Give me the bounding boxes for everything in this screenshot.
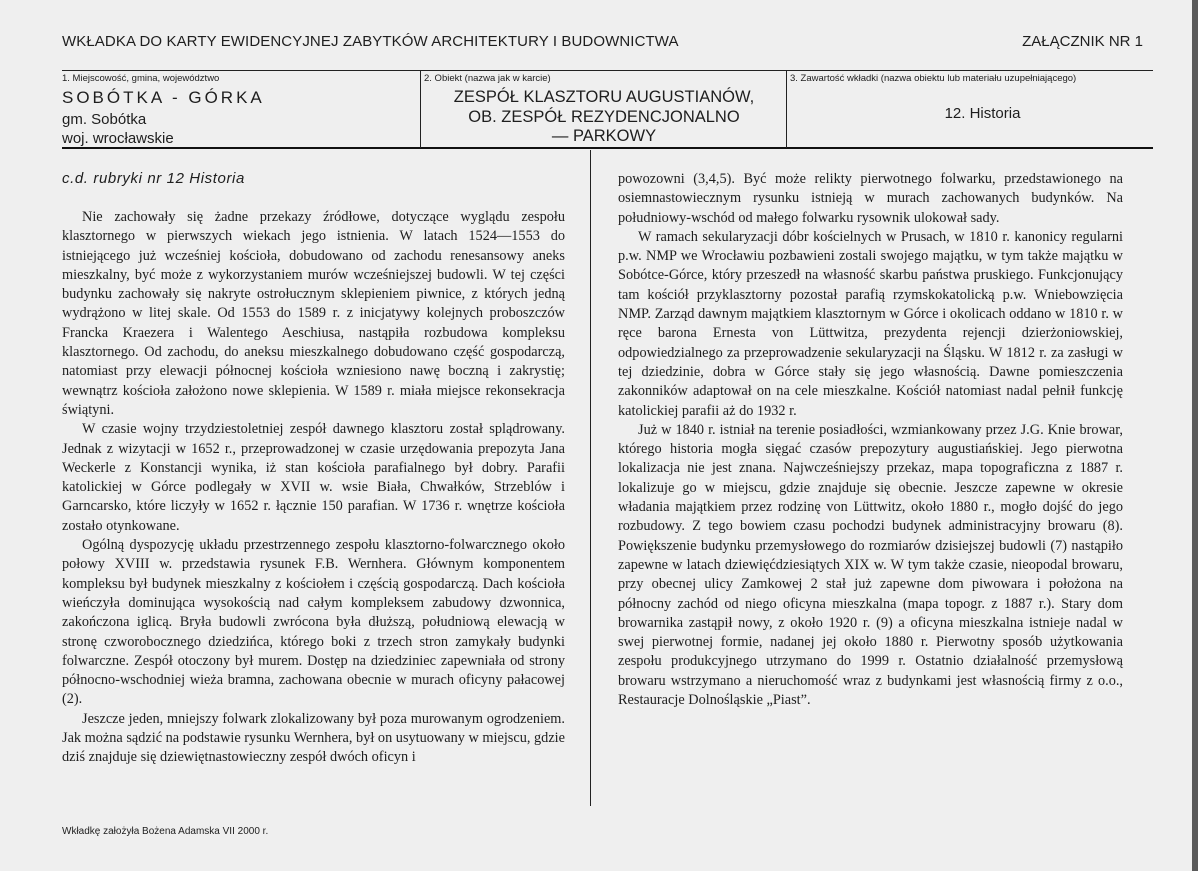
object-name bbox=[423, 88, 785, 147]
paragraph: Nie zachowały się żadne przekazy źródłowe, dotyczące wyglądu zespołu klasztornego w pierwszych wiekach jego istnienia. W latach 1524—1553 do istniejącego już wcześniej kościoła, dobudowano od zachodu renesansowy aneks mieszkalny, być może z wykorzystaniem murów wcześniejszej budowli. W tej części budynku zachowały się nakryte ostrołucznym sklepieniem piwnice, z których jedną wydrążono w litej skale. Od 1553 do 1589 r. z inicjatywy kolejnych proboszczów Francka Kraezera i Walentego Aeschiusa, nastąpiła rozbudowa kompleksu klasztornego. Od zachodu, do aneksu mieszkalnego dobudowano część gospodarczą, natomiast przy elewacji północnej kościoła wzniesiono nawę boczną i zakrystię; wewnątrz kościoła założono nowe sklepienia. W 1589 r. miała miejsce rekonsekracja świątyni. bbox=[62, 209, 565, 418]
object-line: ZESPÓŁ KLASZTORU AUGUSTIANÓW, bbox=[453, 88, 755, 106]
object-line: — PARKOWY bbox=[551, 127, 657, 145]
commune-name: gm. Sobótka bbox=[62, 111, 147, 128]
paragraph: Jeszcze jeden, mniejszy folwark zlokalizowany był poza murowanym ogrodzeniem. Jak można sądzić na podstawie rysunku Wernhera, był on usytuowany w miejscu, gdzie dziś znajduje się dziewiętnastowieczny zespół dwóch oficyn i bbox=[62, 710, 565, 766]
object-line: OB. ZESPÓŁ REZYDENCJONALNO bbox=[468, 107, 740, 126]
field1-caption: 1. Miejscowość, gmina, województwo bbox=[62, 73, 220, 84]
paragraph: Ogólną dyspozycję układu przestrzennego zespołu klasztorno-folwarcznego około połowy XVIII w. przedstawia rysunek F.B. Wernhera. Głównym komponentem kompleksu był budynek mieszkalny z kościołem i częścią gospodarczą. Dach kościoła wieńczyła dominująca wysokością nad całym kompleksem zabudowy dzwonnica, zakończona iglicą. Bryła budowli zwrócona była dłuższą, południową elewacją w stronę czworobocznego dziedzińca, którego boki z trzech stron zamykały budynki folwarczne. Zespół otoczony był murem. Dostęp na dziedziniec zapewniała od strony północno-wschodniej wieża bramna, zachowana obecnie w murach oficyny pałacowej (2). bbox=[62, 537, 565, 708]
column-divider bbox=[590, 150, 591, 806]
text-column-left bbox=[62, 208, 565, 768]
form-title: WKŁADKA DO KARTY EWIDENCYJNEJ ZABYTKÓW ARCHITEKTURY I BUDOWNICTWA bbox=[62, 33, 679, 50]
attachment-label: ZAŁĄCZNIK NR 1 bbox=[1022, 33, 1143, 50]
paragraph: W ramach sekularyzacji dóbr kościelnych w Prusach, w 1810 r. kanonicy regularni p.w. NMP we Wrocławiu pozbawieni zostali swojego majątku, w tym także majątku w Sobótce-Górce, który przeszedł na własność skarbu państwa pruskiego. Funkcjonujący tam kościół przyklasztorny pozostał parafią rzymskokatolicką p.w. Wniebowzięcia NMP. Zarząd dawnym majątkiem klasztornym w Górce i okolicach oddano w 1810 r. w ręce barona Ernesta von Lüttwitza, prezydenta rejencji dzierżoniowskiej, odpowiedzialnego za przeprowadzenie sekularyzacji na Śląsku. W 1812 r. za zasługi w tej dziedzinie, dobra w Górce stały się jego własnością. Dawne pomieszczenia zakonników adaptował on na cele mieszkalne. Kościół natomiast nadal pełnił funkcję katolickiej parafii aż do 1932 r. bbox=[618, 228, 1123, 419]
field-divider-2 bbox=[786, 70, 787, 148]
author-note: Wkładkę założyła Bożena Adamska VII 2000 r. bbox=[62, 826, 269, 837]
town-name: SOBÓTKA - GÓRKA bbox=[62, 88, 265, 107]
voivodeship-name: woj. wrocławskie bbox=[62, 130, 174, 147]
field-divider-1 bbox=[420, 70, 421, 148]
header-top-rule bbox=[62, 70, 1153, 71]
paragraph: W czasie wojny trzydziestoletniej zespół dawnego klasztoru został splądrowany. Jednak z wizytacji w 1652 r., przeprowadzonej w czasie urzędowania prepozyta Jana Weckerle z Konstancji wynika, iż stan kościoła parafialnego był dobry. Parafii katolickiej w Górce podlegały w XVII w. wsie Biała, Chwałków, Strzeblów i Garncarsko, które liczyły w 1652 r. łącznie 150 parafian. W 1736 r. wnętrze kościoła zostało otynkowane. bbox=[62, 421, 565, 534]
scan-edge bbox=[1192, 0, 1198, 871]
field2-caption: 2. Obiekt (nazwa jak w karcie) bbox=[424, 73, 551, 84]
content-name: 12. Historia bbox=[944, 105, 1021, 122]
field3-caption: 3. Zawartość wkładki (nazwa obiektu lub materiału uzupełniającego) bbox=[790, 73, 1077, 84]
header-bottom-rule bbox=[62, 147, 1153, 149]
rubric-heading: c.d. rubryki nr 12 Historia bbox=[62, 170, 245, 187]
text-column-right bbox=[618, 170, 1123, 710]
paragraph: powozowni (3,4,5). Być może relikty pierwotnego folwarku, przedstawionego na osiemnastowiecznym rysunku istnieją w murach zachowanych budynków. Na południowy-wschód od małego folwarku rysownik ulokował sady. bbox=[618, 171, 1123, 226]
paragraph: Już w 1840 r. istniał na terenie posiadłości, wzmiankowany przez J.G. Knie browar, którego historia mogła sięgać czasów prepozytury augustiańskiej. Jego pierwotna lokalizacja nie jest znana. Najwcześniejszy przekaz, mapa topograficzna z 1887 r. lokalizuje go w miejscu, gdzie znajduje się obecnie. Jeszcze zapewne w okresie władania majątkiem przez rodzinę von Lüttwitz, około 1880 r., mogło dojść do jego rozbudowy. Z tego bowiem czasu pochodzi budynek administracyjny browaru (8). Powiększenie budynku przemysłowego do rozmiarów dzisiejszej budowli (7) nastąpiło zapewne w latach dziewięćdziesiątych XIX w. W tym także czasie, nieopodal browaru, przy obecnej ulicy Zamkowej 2 stał już zapewne dom piwowara i położona na północny zachód od niego oficyna mieszkalna (mapa topogr. z 1887 r.). Stary dom browarnika zastąpił nowy, z około 1920 r. (9) a oficyna mieszkalna istnieje nadal w swej pierwotnej formie, nadanej jej około 1880 r. Pierwotny sposób użytkowania zespołu produkcyjnego utrzymano do 1999 r. Ostatnio działalność przemysłową browaru wstrzymano a nieruchomość wraz z budynkami jest własnością firmy z o.o., Restauracje Dolnośląskie „Piast”. bbox=[618, 421, 1123, 709]
